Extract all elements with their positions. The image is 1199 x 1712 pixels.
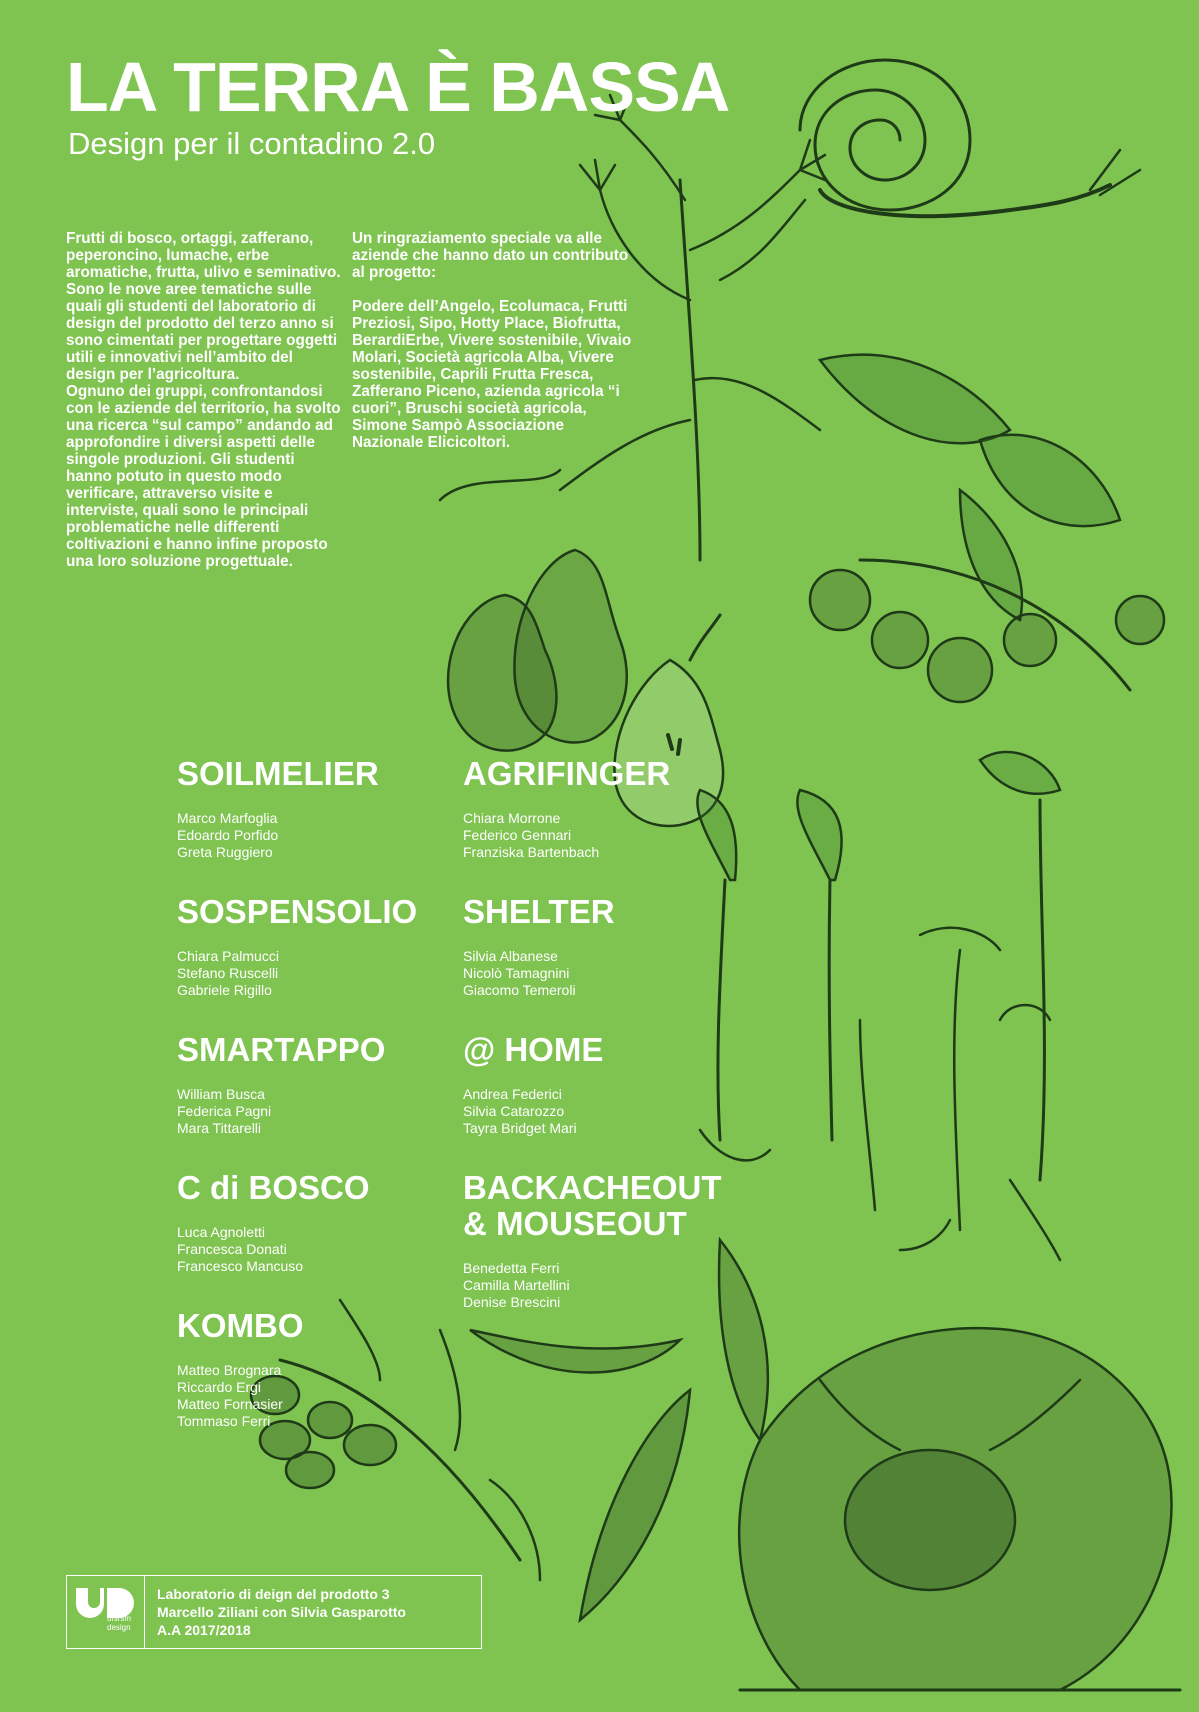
project-title: AGRIFINGER <box>463 755 671 792</box>
project-member: Marco Marfoglia <box>177 810 278 826</box>
cabbage-illustration <box>739 1328 1180 1690</box>
project-title: @ HOME <box>463 1031 604 1068</box>
project-member: Chiara Morrone <box>463 810 561 826</box>
project-member: Camilla Martellini <box>463 1277 570 1293</box>
project-block <box>177 1032 385 1137</box>
project-member: Luca Agnoletti <box>177 1224 265 1240</box>
project-title: C di BOSCO <box>177 1169 370 1206</box>
project-block <box>177 894 417 999</box>
unirsm-design-logo <box>67 1576 145 1648</box>
project-member: Silvia Albanese <box>463 948 558 964</box>
project-member: Matteo Brognara <box>177 1362 282 1378</box>
project-block <box>177 1308 304 1430</box>
project-member: William Busca <box>177 1086 265 1102</box>
project-member: Federica Pagni <box>177 1103 272 1119</box>
project-title: SMARTAPPO <box>177 1031 386 1068</box>
project-member: Chiara Palmucci <box>177 948 279 964</box>
project-title: SOILMELIER <box>177 755 379 792</box>
project-member: Silvia Catarozzo <box>463 1103 565 1119</box>
project-member: Andrea Federici <box>463 1086 562 1102</box>
credits-text <box>157 1585 406 1639</box>
project-member: Francesco Mancuso <box>177 1258 304 1274</box>
project-member: Francesca Donati <box>177 1241 287 1257</box>
project-title: SHELTER <box>463 893 615 930</box>
project-member: Federico Gennari <box>463 827 572 843</box>
project-member: Edoardo Porfido <box>177 827 279 843</box>
project-member: Franziska Bartenbach <box>463 844 600 860</box>
crocus-illustration <box>697 790 841 1160</box>
project-block <box>463 1032 603 1137</box>
project-member: Gabriele Rigillo <box>177 982 272 998</box>
project-member: Stefano Ruscelli <box>177 965 279 981</box>
project-member: Nicolò Tamagnini <box>463 965 570 981</box>
course-name: Laboratorio di deign del prodotto 3 <box>157 1586 390 1602</box>
project-block <box>463 1170 722 1311</box>
poster-subtitle: Design per il contadino 2.0 <box>68 126 436 161</box>
logo-text: unirsm design <box>107 1614 132 1632</box>
project-member: Matteo Fornasier <box>177 1396 283 1412</box>
academic-year: A.A 2017/2018 <box>157 1622 251 1638</box>
intro-text: Frutti di bosco, ortaggi, zafferano, peperoncino, lumache, erbe aromatiche, frutta, ulivo e seminativo. Sono le nove aree tematiche sulle quali gli studenti del laboratorio di design del prodotto del terzo anno si sono cimentati per progettare oggetti utili e innovativi nell’ambito del design per l’agricoltura. Ognuno dei gruppi, confrontandosi con le aziende del territorio, ha svolto una ricerca “sul campo” andando ad approfondire i diversi aspetti delle singole produzioni. Gli studenti hanno potuto in questo modo verificare, attraverso visite e interviste, quali sono le principali problematiche nelle differenti coltivazioni e hanno infine proposto una loro soluzione progettuale. <box>66 230 341 570</box>
poster-title: LA TERRA È BASSA <box>66 48 730 126</box>
project-member: Benedetta Ferri <box>463 1260 560 1276</box>
project-member: Tommaso Ferri <box>177 1413 271 1429</box>
project-member: Riccardo Ergi <box>177 1379 262 1395</box>
credits-box <box>66 1575 482 1649</box>
course-teachers: Marcello Ziliani con Silvia Gasparotto <box>157 1604 406 1620</box>
project-title: SOSPENSOLIO <box>177 893 418 930</box>
project-member: Denise Brescini <box>463 1294 561 1310</box>
acknowledgements-text: Un ringraziamento speciale va alle aziende che hanno dato un contributo al progetto: Podere dell’Angelo, Ecolumaca, Frutti Preziosi, Sipo, Hotty Place, Biofrutta, BerardiErbe, Vivere sostenibile, Vivaio Molari, Società agricola Alba, Vivere sostenibile, Caprili Frutta Fresca, Zafferano Piceno, azienda agricola “i cuori”, Bruschi società agricola, Simone Sampò Associazione Nazionale Elicicoltori. <box>352 230 632 451</box>
project-block <box>177 1170 370 1275</box>
project-member: Tayra Bridget Mari <box>463 1120 577 1136</box>
project-block <box>177 756 379 861</box>
project-title: BACKACHEOUT & MOUSEOUT <box>463 1169 722 1242</box>
project-member: Giacomo Temeroli <box>463 982 576 998</box>
project-title: KOMBO <box>177 1307 304 1344</box>
seedling-illustration <box>860 752 1060 1260</box>
project-block <box>463 756 670 861</box>
project-member: Mara Tittarelli <box>177 1120 262 1136</box>
project-member: Greta Ruggiero <box>177 844 273 860</box>
snail-illustration <box>720 60 1140 280</box>
project-block <box>463 894 615 999</box>
bramble-illustration <box>810 355 1164 702</box>
